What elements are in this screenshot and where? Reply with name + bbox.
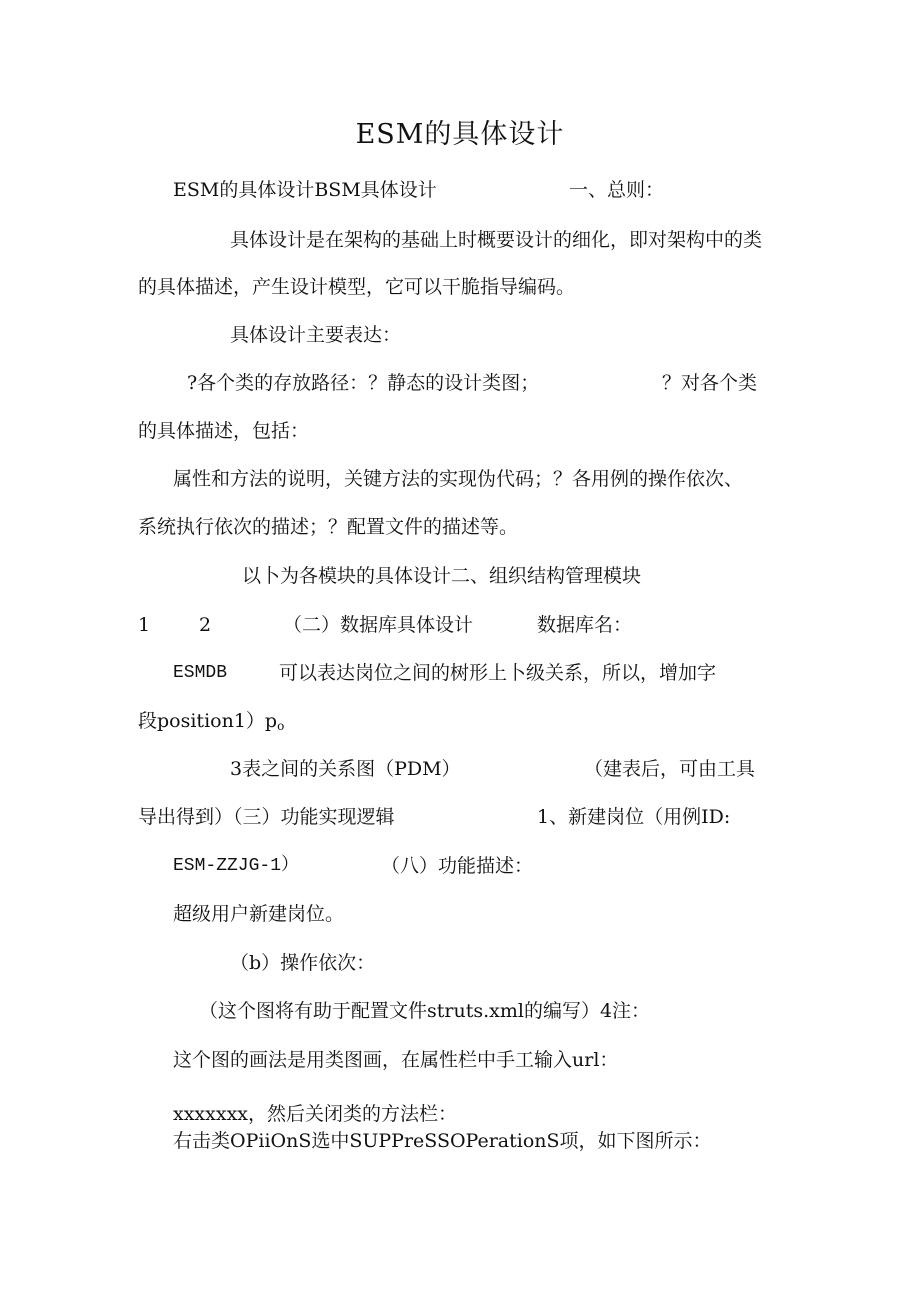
text-line-9: 以卜为各模块的具体设计二、组织结构管理模块 xyxy=(242,565,642,587)
text-line-18: （这个图将有助于配置文件struts.xml的编写）4注： xyxy=(199,1000,651,1022)
text-line-15b: （八）功能描述： xyxy=(381,855,534,877)
text-line-10c: （二）数据库具体设计 xyxy=(283,614,474,636)
text-line-17: （b）操作依次： xyxy=(230,952,376,974)
document-title: ESM的具体设计 xyxy=(355,119,565,150)
text-line-10b: 2 xyxy=(199,614,212,636)
text-line-13b: （建表后，可由工具 xyxy=(584,758,756,780)
text-line-12a: 段position1）p xyxy=(138,710,278,732)
text-line-13a: 3表之间的关系图（PDM） xyxy=(230,758,461,780)
text-line-16: 超级用户新建岗位。 xyxy=(173,903,345,925)
text-line-8: 系统执行依次的描述；？配置文件的描述等。 xyxy=(138,516,519,538)
text-line-1b: 一、总则： xyxy=(569,179,665,201)
text-line-5b: ？对各个类 xyxy=(662,372,758,394)
text-line-4: 具体设计主要表达： xyxy=(230,324,402,346)
text-line-12b: o xyxy=(277,719,285,733)
text-line-10a: 1 xyxy=(138,614,151,636)
text-line-6: 的具体描述，包括： xyxy=(138,420,310,442)
text-line-11a: ESMDB xyxy=(173,663,228,683)
text-line-7: 属性和方法的说明，关键方法的实现伪代码；？各用例的操作依次、 xyxy=(173,468,744,490)
text-line-14a: 导出得到）（三）功能实现逻辑 xyxy=(138,806,395,828)
text-line-14b: 1、新建岗位（用例ID: xyxy=(537,806,731,828)
text-line-21: 右击类OPiiOnS选中SUPPreSSOPerationS项，如下图所示： xyxy=(173,1130,712,1152)
text-line-5a: ?各个类的存放路径：？静态的设计类图； xyxy=(187,372,540,394)
text-line-20: xxxxxxx，然后关闭类的方法栏： xyxy=(173,1103,458,1125)
text-line-11b: 可以表达岗位之间的树形上卜级关系，所以，增加字 xyxy=(279,662,717,684)
text-line-10d: 数据库名： xyxy=(537,614,633,636)
text-line-2: 具体设计是在架构的基础上时概要设计的细化，即对架构中的类 xyxy=(230,229,763,251)
text-line-19: 这个图的画法是用类图画，在属性栏中手工输入url： xyxy=(173,1049,619,1071)
text-line-12 xyxy=(138,709,284,738)
text-line-3: 的具体描述，产生设计模型，它可以干脆指导编码。 xyxy=(138,276,576,298)
text-line-1a: ESM的具体设计BSM具体设计 xyxy=(173,179,437,201)
text-line-15a: ESM-ZZJG-1） xyxy=(173,856,300,876)
